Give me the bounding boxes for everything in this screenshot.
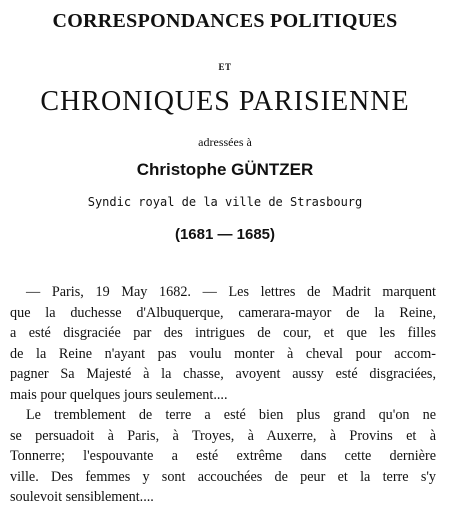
- recipient-name: Christophe GÜNTZER: [136, 160, 314, 179]
- paragraph-2-line: ville. Des femmes y sont accouchées de peur et la terre s'y: [10, 468, 436, 485]
- body-text: [10, 282, 436, 508]
- paragraph-1-line: de la Reine n'ayant pas voulu monter à cheval pour accom-: [10, 345, 436, 362]
- paragraph-2-line: Le tremblement de terre a esté bien plus grand qu'on ne: [26, 407, 436, 423]
- recipient-role: Syndic royal de la ville de Strasbourg: [87, 195, 363, 209]
- paragraph-1-line: a esté disgraciée par des intrigues de cour, et que les filles: [10, 325, 436, 341]
- title-line-2: CHRONIQUES PARISIENNE: [40, 86, 410, 117]
- paragraph-1-line: mais pour quelques jours seulement....: [10, 386, 228, 403]
- date-range: (1681 — 1685): [174, 226, 276, 243]
- paragraph-1-line: — Paris, 19 May 1682. — Les lettres de Madrit marquent: [26, 284, 436, 300]
- title-line-1: CORRESPONDANCES POLITIQUES: [52, 10, 398, 32]
- addressed-to: adressées à: [198, 135, 252, 149]
- paragraph-1-line: pagner Sa Majesté à la chasse, avoyent aussy esté disgraciées,: [10, 366, 436, 382]
- paragraph-2-line: Tonnerre; l'espouvante a esté extrême dans cette dernière: [10, 448, 436, 464]
- paragraph-1-line: que la duchesse d'Albuquerque, camerara-mayor de la Reine,: [10, 304, 436, 321]
- paragraph-2-line: se persuadoit à Paris, à Troyes, à Auxerre, à Provins et à: [10, 427, 436, 444]
- paragraph-2-line: soulevoit sensiblement....: [10, 489, 154, 505]
- title-conjunction: ET: [218, 62, 232, 72]
